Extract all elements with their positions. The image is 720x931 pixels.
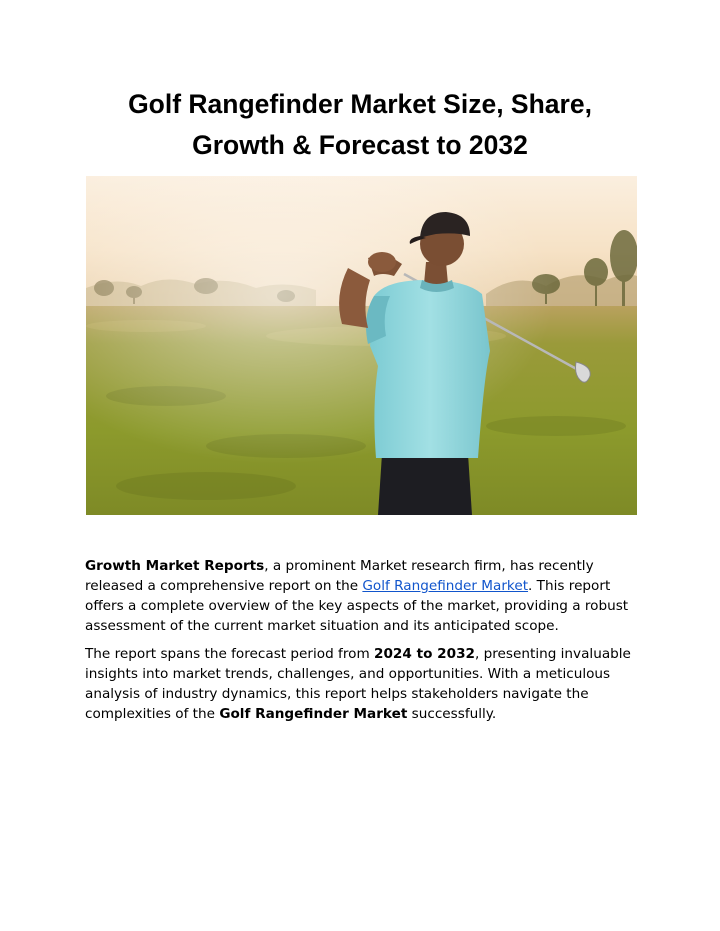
page-title (60, 84, 660, 166)
market-report-link[interactable]: Golf Rangefinder Market (362, 578, 529, 594)
intro-text-b: . This report offers a complete overview of the key aspects of the market, providing a robust assessment of the current market situation and its anticipated scope. (85, 578, 629, 634)
market-name: Golf Rangefinder Market (219, 706, 408, 722)
forecast-paragraph (85, 644, 645, 724)
forecast-text-c: successfully. (407, 706, 497, 722)
hero-image-golfer (86, 176, 637, 515)
forecast-period: 2024 to 2032 (374, 646, 475, 662)
intro-text-a: , a prominent Market research firm, has recently released a comprehensive report on the (85, 558, 594, 594)
company-name: Growth Market Reports (85, 558, 265, 574)
title-line-2: Growth & Forecast to 2032 (192, 130, 528, 160)
intro-paragraph (85, 556, 645, 636)
forecast-text-b: , presenting invaluable insights into market trends, challenges, and opportunities. With a meticulous analysis of industry dynamics, this report helps stakeholders navigate the complexities of the (85, 646, 631, 722)
forecast-text-a: The report spans the forecast period from (85, 646, 375, 662)
title-line-1: Golf Rangefinder Market Size, Share, (128, 89, 592, 119)
